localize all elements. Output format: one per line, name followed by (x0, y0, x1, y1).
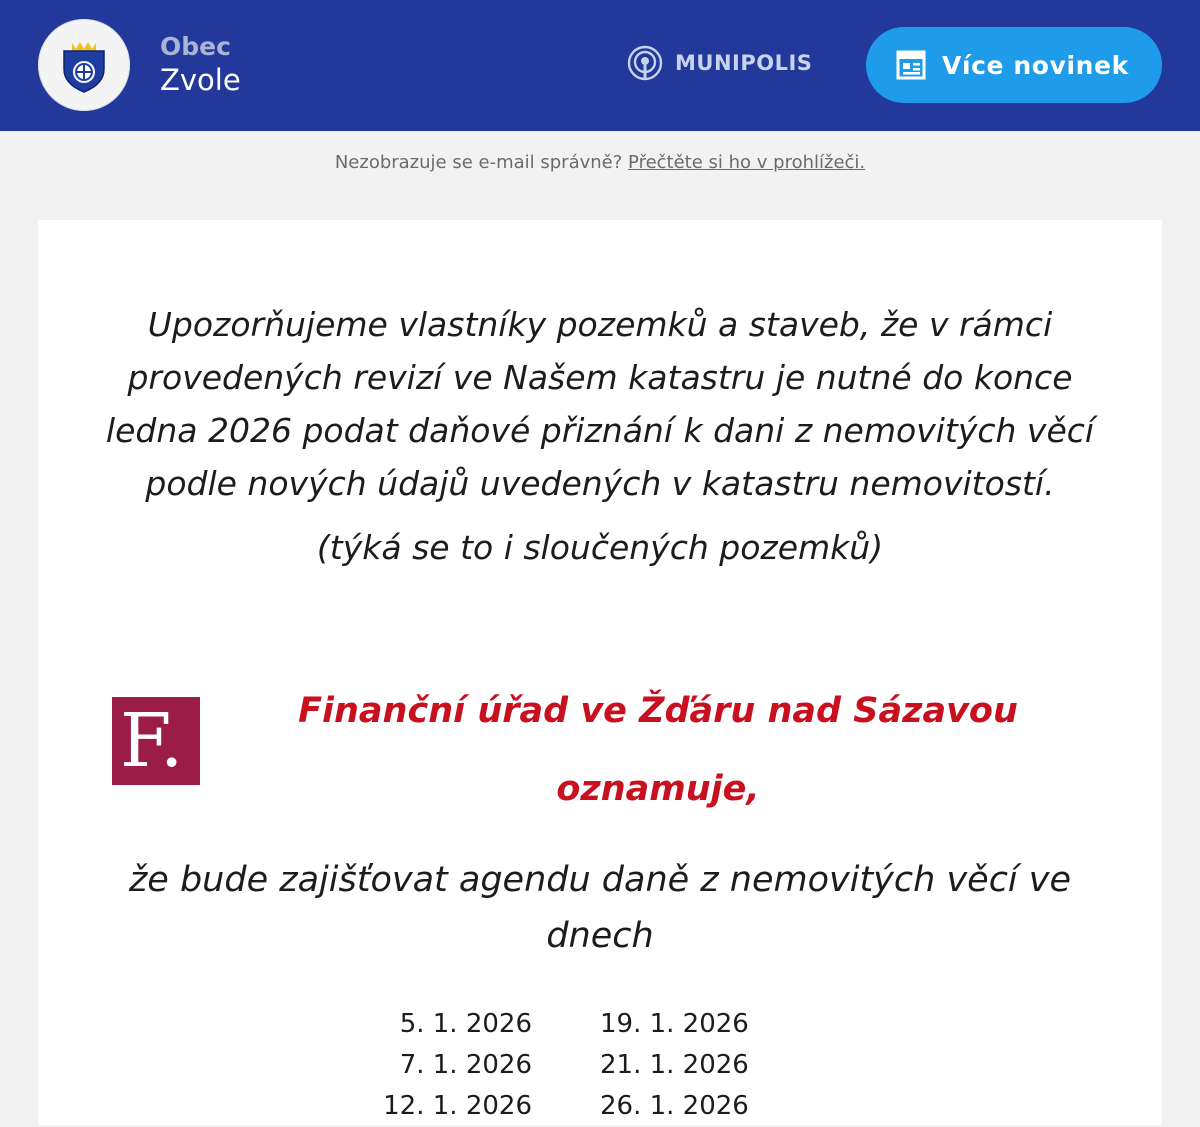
subnote: (týká se to i sloučených pozemků) (316, 528, 884, 567)
date-item: 5. 1. 2026 (399, 1009, 532, 1039)
agenda-text (38, 852, 1162, 964)
browser-notice (0, 152, 1200, 173)
announcement-paragraph (38, 298, 1162, 510)
office-title-line: oznamuje, (556, 769, 760, 809)
paragraph-line: ledna 2026 podat daňové přiznání k dani z nemovitých věcí (105, 411, 1095, 450)
office-title-line: Finanční úřad ve Žďáru nad Sázavou (298, 691, 1018, 731)
date-item: 26. 1. 2026 (600, 1091, 749, 1121)
email-content-card (38, 220, 1162, 1125)
munipolis-label: MUNIPOLIS (675, 51, 813, 75)
date-item: 7. 1. 2026 (399, 1050, 532, 1080)
more-news-label: Více novinek (942, 50, 1129, 80)
municipality-logo[interactable] (38, 19, 130, 111)
date-item: 12. 1. 2026 (383, 1091, 532, 1121)
office-title (278, 672, 1038, 828)
municipality-title: Zvole (160, 63, 241, 97)
dates-right-column (600, 1004, 800, 1127)
view-in-browser-link[interactable]: Přečtěte si ho v prohlížeči. (628, 152, 866, 173)
date-item: 21. 1. 2026 (600, 1050, 749, 1080)
agenda-line: že bude zajišťovat agendu daně z nemovitých věcí ve (128, 860, 1072, 900)
notice-text: Nezobrazuje se e-mail správně? (334, 152, 623, 173)
paragraph-line: provedených revizí ve Našem katastru je nutné do konce (127, 358, 1073, 397)
news-icon (896, 50, 926, 80)
munipolis-brand[interactable] (627, 45, 812, 81)
municipality-prefix: Obec (160, 32, 231, 61)
broadcast-icon (627, 45, 663, 81)
more-news-button[interactable] (866, 27, 1162, 103)
financial-office-logo: F. (112, 697, 200, 785)
date-item: 19. 1. 2026 (600, 1009, 749, 1039)
header (0, 0, 1200, 131)
coat-of-arms-icon (58, 37, 110, 93)
dates-left-column (328, 1004, 532, 1127)
paragraph-line: Upozorňujeme vlastníky pozemků a staveb, že v rámci (147, 305, 1053, 344)
municipality-name[interactable] (160, 32, 241, 98)
agenda-line: dnech (546, 916, 654, 956)
paragraph-line: podle nových údajů uvedených v katastru nemovitostí. (145, 464, 1055, 503)
